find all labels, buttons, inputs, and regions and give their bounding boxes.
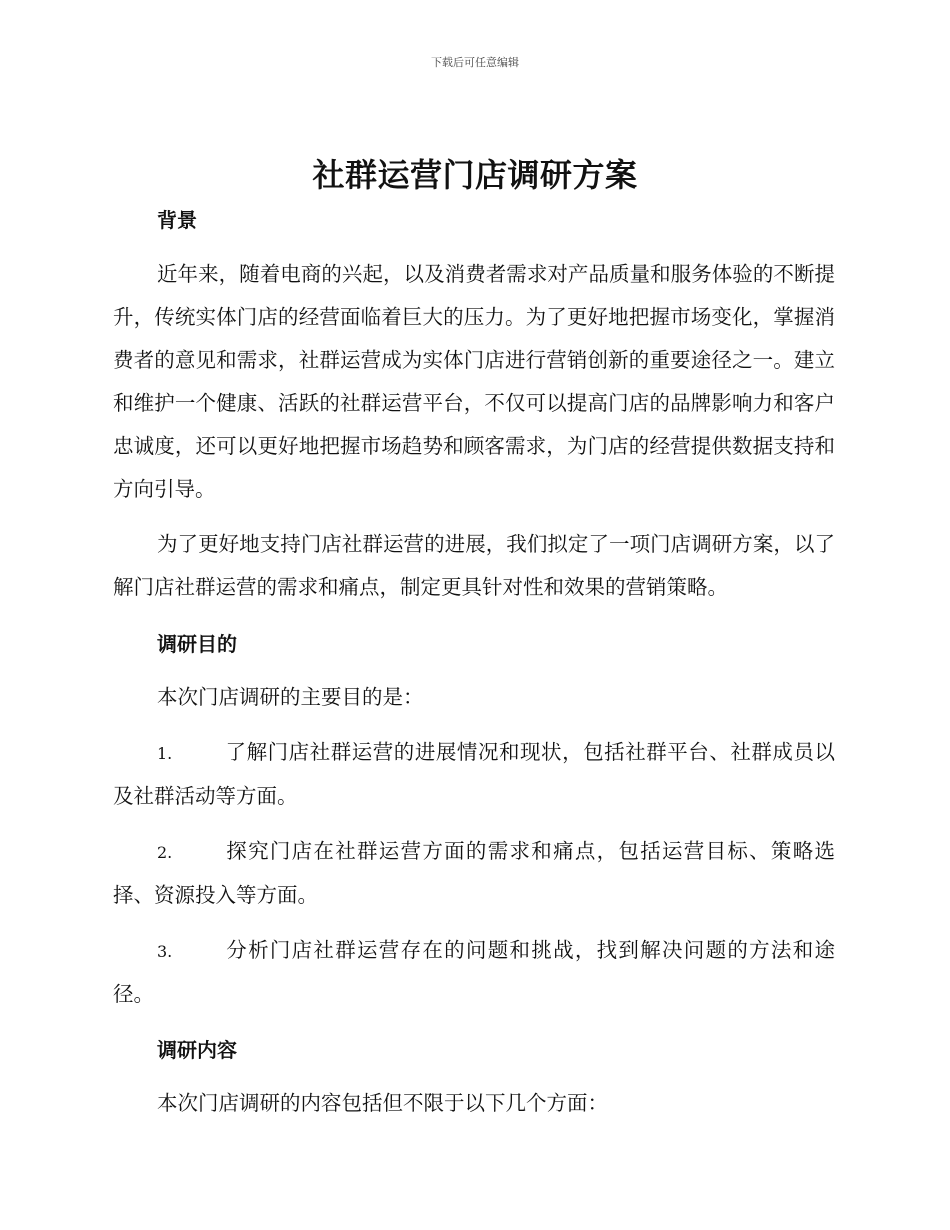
section-heading-content: 调研内容: [157, 1038, 237, 1062]
list-text: 探究门店在社群运营方面的需求和痛点，包括运营目标、策略选择、资源投入等方面。: [113, 839, 835, 907]
purpose-item-3: [113, 929, 835, 1016]
purpose-intro: 本次门店调研的主要目的是：: [157, 685, 424, 709]
list-text: 分析门店社群运营存在的问题和挑战，找到解决问题的方法和途径。: [113, 938, 835, 1006]
purpose-item-2: [113, 830, 835, 917]
list-number: 3.: [157, 942, 173, 961]
section-background: [113, 200, 835, 240]
list-text: 了解门店社群运营的进展情况和现状，包括社群平台、社群成员以及社群活动等方面。: [113, 740, 835, 808]
list-number: 1.: [157, 744, 173, 763]
document-title: 社群运营门店调研方案: [312, 156, 638, 194]
section-heading-background: 背景: [157, 208, 197, 232]
background-paragraph-1: 近年来，随着电商的兴起，以及消费者需求对产品质量和服务体验的不断提升，传统实体门店的经营面临着巨大的压力。为了更好地把握市场变化，掌握消费者的意见和需求，社群运营成为实体门店进行营销创新的重要途径之一。建立和维护一个健康、活跃的社群运营平台，不仅可以提高门店的品牌影响力和客户忠诚度，还可以更好地把握市场趋势和顾客需求，为门店的经营提供数据支持和方向引导。: [113, 262, 835, 501]
document-body: [113, 200, 835, 1125]
section-heading-purpose: 调研目的: [157, 632, 237, 656]
background-paragraph-2: 为了更好地支持门店社群运营的进展，我们拟定了一项门店调研方案，以了解门店社群运营的需求和痛点，制定更具针对性和效果的营销策略。: [113, 532, 835, 599]
list-number: 2.: [157, 843, 173, 862]
purpose-item-1: [113, 731, 835, 818]
content-intro: 本次门店调研的内容包括但不限于以下几个方面：: [157, 1091, 608, 1115]
header-note: 下载后可任意编辑: [431, 56, 519, 69]
